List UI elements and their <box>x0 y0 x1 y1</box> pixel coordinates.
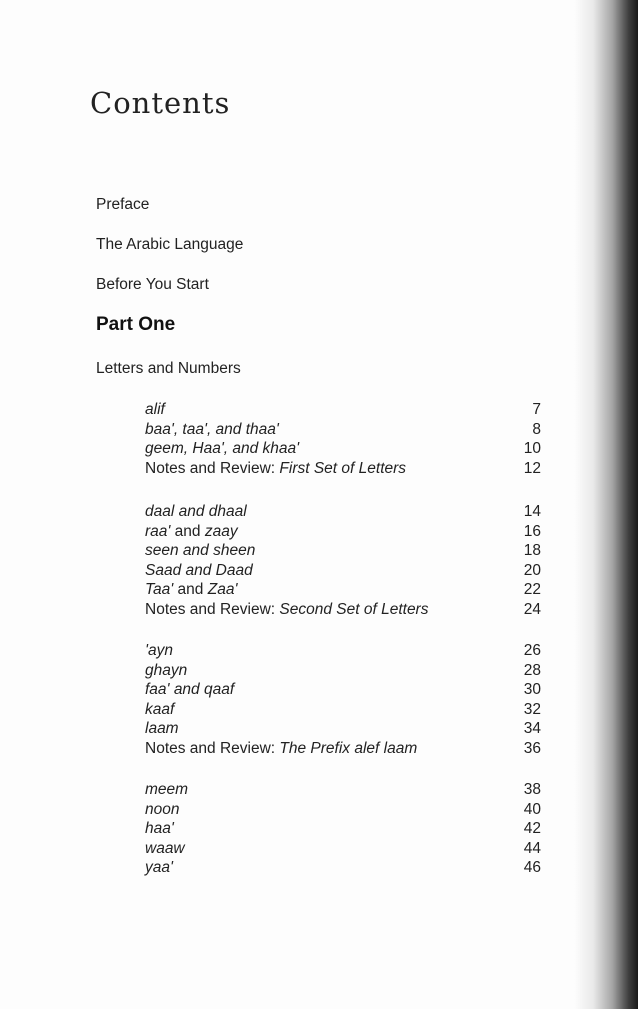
toc-row <box>145 642 541 662</box>
toc-row-emphasis: First Set of Letters <box>279 459 407 477</box>
toc-row <box>145 781 541 801</box>
toc-entry-arabic-language: The Arabic Language <box>96 236 244 253</box>
toc-row-page: 8 <box>532 420 541 438</box>
toc-row-page: 30 <box>523 681 541 699</box>
toc-row-title: ghayn <box>145 661 188 679</box>
toc-row-page: 26 <box>523 642 541 659</box>
toc-row-title-part: Taa' <box>145 581 174 599</box>
toc-row-title: laam <box>145 720 179 738</box>
toc-row-page: 32 <box>523 700 541 718</box>
toc-row-prefix: Notes and Review: <box>145 600 280 618</box>
toc-row <box>145 740 541 760</box>
part-heading: Part One <box>96 314 176 335</box>
toc-row <box>145 460 541 480</box>
toc-entry-before-you-start: Before You Start <box>96 276 209 293</box>
toc-row <box>145 701 541 721</box>
toc-row-page: 40 <box>523 800 541 818</box>
toc-row-title: baa', taa', and thaa' <box>145 420 279 438</box>
toc-row-prefix: Notes and Review: <box>145 739 280 757</box>
toc-row-title: seen and sheen <box>145 542 256 560</box>
toc-row-title: 'ayn <box>145 642 173 659</box>
toc-row-prefix: Notes and Review: <box>145 459 280 477</box>
toc-row-title-part: raa' <box>145 522 171 540</box>
toc-row-page: 12 <box>523 459 541 477</box>
toc-row-title: faa' and qaaf <box>145 681 235 699</box>
toc-row-page: 46 <box>523 859 541 877</box>
toc-row-title-part: Zaa' <box>207 581 238 599</box>
toc-row-page: 36 <box>523 739 541 757</box>
toc-row-title: alif <box>145 401 165 418</box>
toc-row-page: 18 <box>523 542 541 560</box>
toc-row-page: 20 <box>523 561 541 579</box>
page-title: Contents <box>90 86 231 120</box>
toc-row-title: haa' <box>145 820 174 838</box>
toc-row-title: geem, Haa', and khaa' <box>145 440 300 458</box>
toc-row-title-part: and <box>173 581 208 599</box>
toc-row <box>145 523 541 543</box>
toc-row <box>145 562 541 582</box>
toc-row-title <box>145 601 428 619</box>
toc-row-title: waaw <box>145 839 185 857</box>
toc-row-title: noon <box>145 800 180 818</box>
toc-row <box>145 801 541 821</box>
toc-row <box>145 503 541 523</box>
toc-row <box>145 662 541 682</box>
toc-row-title <box>145 581 237 599</box>
toc-row <box>145 440 541 460</box>
toc-row-page: 10 <box>523 440 541 458</box>
toc-row-title: yaa' <box>145 859 173 877</box>
toc-row-page: 16 <box>523 522 541 540</box>
toc-row-title-part: and <box>170 522 205 540</box>
toc-row-title: kaaf <box>145 700 175 718</box>
toc-row <box>145 840 541 860</box>
toc-row <box>145 859 541 879</box>
toc-row <box>145 681 541 701</box>
toc-row-emphasis: The Prefix alef laam <box>279 739 418 757</box>
toc-row-page: 44 <box>523 839 541 857</box>
toc-row-title: meem <box>145 781 189 798</box>
toc-entry-preface: Preface <box>96 196 150 213</box>
toc-row-title-part: zaay <box>204 522 238 540</box>
toc-row-title <box>145 523 238 541</box>
toc-row <box>145 421 541 441</box>
toc-row-emphasis: Second Set of Letters <box>279 600 429 618</box>
toc-row <box>145 720 541 740</box>
toc-row <box>145 542 541 562</box>
toc-row-page: 22 <box>523 581 541 599</box>
toc-row-page: 14 <box>523 503 541 520</box>
toc-row-title: Saad and Daad <box>145 561 253 579</box>
toc-row-page: 42 <box>523 820 541 838</box>
toc-row-title: daal and dhaal <box>145 503 247 520</box>
toc-group <box>145 642 541 760</box>
toc-row-page: 28 <box>523 661 541 679</box>
toc-row-page: 38 <box>523 781 541 798</box>
toc-row <box>145 601 541 621</box>
toc-row-title <box>145 740 417 758</box>
section-heading: Letters and Numbers <box>96 360 241 377</box>
toc-row-page: 24 <box>523 600 541 618</box>
toc-row <box>145 820 541 840</box>
toc-row-page: 7 <box>532 401 541 418</box>
toc-row <box>145 581 541 601</box>
toc-row <box>145 401 541 421</box>
toc-row-title <box>145 460 406 478</box>
toc-group <box>145 401 541 479</box>
toc-group <box>145 503 541 621</box>
page-binding-shadow <box>574 0 638 1009</box>
toc-group <box>145 781 541 879</box>
toc-row-page: 34 <box>523 720 541 738</box>
